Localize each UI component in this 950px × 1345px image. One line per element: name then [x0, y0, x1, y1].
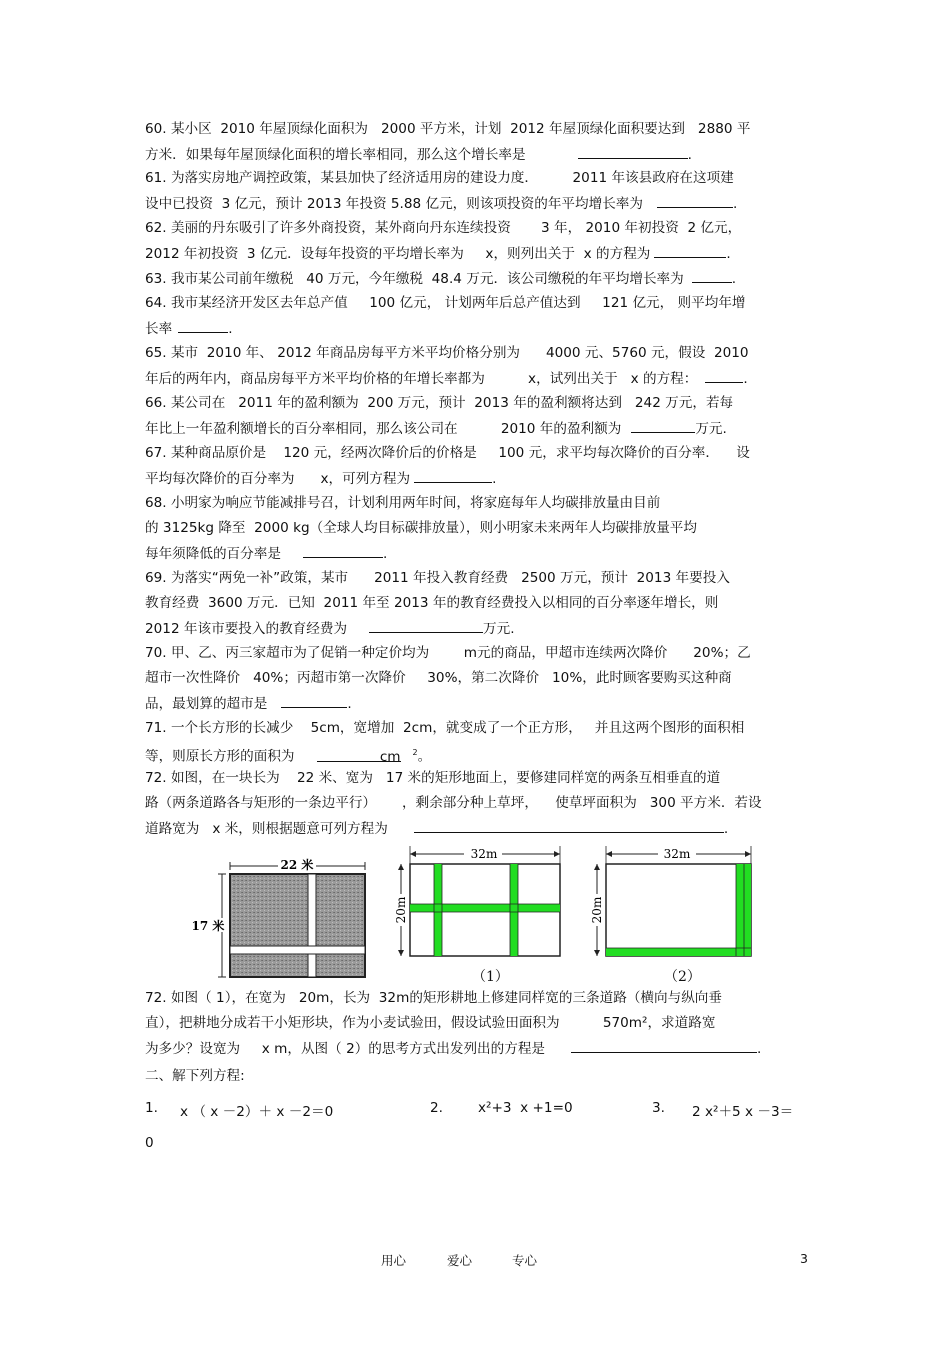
answer-blank[interactable]: cm [317, 747, 401, 762]
problem-64-line2: 长率 . [145, 318, 815, 339]
problem-66-line2: 年比上一年盈利额增长的百分率相同，那么该公司在 2010 年的盈利额为 万元. [145, 418, 815, 439]
green-road [606, 948, 751, 956]
page-number: 3 [800, 1251, 808, 1266]
equation-1: x （ x －2）＋ x －2＝0 [180, 1104, 334, 1120]
problem-71-line2: 等，则原长方形的面积为 cm $^2$。 [145, 748, 432, 765]
problem-69-line1: 69. 为落实“两免一补”政策，某市 2011 年投入教育经费 2500 万元，预计 2013 年要投入 [145, 570, 730, 586]
problem-65-line2: 年后的两年内，商品房每平方米平均价格的年增长率都为 x，试列出关于 x 的方程： . [145, 368, 815, 389]
answer-blank[interactable] [303, 543, 383, 558]
problem-72b-line2: 直），把耕地分成若干小矩形块，作为小麦试验田，假设试验田面积为 570m²，求道路宽 [145, 1015, 716, 1031]
equation-2-number: 2. [430, 1100, 443, 1116]
answer-blank[interactable] [414, 818, 724, 833]
horizontal-road [230, 946, 365, 954]
answer-blank[interactable] [571, 1038, 757, 1053]
problem-68-line3: 每年须降低的百分率是 . [145, 543, 815, 564]
figure-caption-1: （1） [472, 969, 509, 985]
answer-blank[interactable] [578, 144, 688, 159]
problem-69-line2: 教育经费 3600 万元．已知 2011 年至 2013 年的教育经费投入以相同的百分率逐年增长，则 [145, 595, 719, 611]
problem-61-line1: 61. 为落实房地产调控政策，某县加快了经济适用房的建设力度． 2011 年该县政府在这项建 [145, 170, 734, 186]
problem-72b-line1: 72. 如图（ 1），在宽为 20m，长为 32m的矩形耕地上修建同样宽的三条道路（横向与纵向垂 [145, 990, 722, 1006]
fig3-width-label: 32m [663, 847, 691, 861]
figure-farmland-2 [588, 842, 763, 967]
problem-69-line3: 2012 年该市要投入的教育经费为 万元. [145, 618, 815, 639]
answer-blank[interactable] [657, 193, 733, 208]
equation-1-number: 1. [145, 1100, 158, 1116]
problem-70-line1: 70. 甲、乙、丙三家超市为了促销一种定价均为 m元的商品，甲超市连续两次降价 20%；乙 [145, 645, 751, 661]
fig1-width-label: 22 米 [280, 858, 314, 872]
problem-65-line1: 65. 某市 2010 年、 2012 年商品房每平方米平均价格分别为 4000 元、5760 元，假设 2010 [145, 345, 749, 361]
fig2-height-label: 20m [394, 896, 408, 924]
problem-67-line1: 67. 某种商品原价是 120 元，经两次降价后的价格是 100 元，求平均每次降价的百分率． 设 [145, 445, 750, 461]
fig2-width-label: 32m [470, 847, 498, 861]
equation-3-number: 3. [652, 1100, 665, 1116]
equation-3: 2 x²＋5 x －3＝ [692, 1104, 794, 1120]
answer-blank[interactable] [705, 368, 743, 383]
problem-62-line2: 2012 年初投资 3 亿元．设每年投资的平均增长率为 x，则列出关于 x 的方程为 . [145, 243, 815, 264]
section-heading: 二、解下列方程: [145, 1068, 245, 1084]
figure-caption-2: （2） [664, 969, 701, 985]
equation-3-continued: 0 [145, 1135, 154, 1151]
problem-71-line1: 71. 一个长方形的长减少 5cm，宽增加 2cm，就变成了一个正方形， 并且这两个图形的面积相 [145, 720, 745, 736]
green-road [736, 864, 751, 956]
problem-62-line1: 62. 美丽的丹东吸引了许多外商投资，某外商向丹东连续投资 3 年， 2010 年初投资 2 亿元， [145, 220, 742, 236]
answer-blank[interactable] [369, 618, 483, 633]
problem-72-line3: 道路宽为 x 米，则根据题意可列方程为 . [145, 818, 815, 839]
answer-blank[interactable] [631, 418, 695, 433]
fig1-height-label: 17 米 [191, 919, 225, 933]
problem-64-line1: 64. 我市某经济开发区去年总产值 100 亿元， 计划两年后总产值达到 121 亿元， 则平均年增 [145, 295, 746, 311]
problem-72-line1: 72. 如图，在一块长为 22 米、宽为 17 米的矩形地面上，要修建同样宽的两条互相垂直的道 [145, 770, 721, 786]
problem-67-line2: 平均每次降价的百分率为 x，可列方程为 . [145, 468, 815, 489]
problem-60-line2: 方米．如果每年屋顶绿化面积的增长率相同，那么这个增长率是 . [145, 144, 815, 165]
problem-68-line1: 68. 小明家为响应节能减排号召，计划利用两年时间，将家庭每年人均碳排放量由目前 [145, 495, 661, 511]
problem-66-line1: 66. 某公司在 2011 年的盈利额为 200 万元，预计 2013 年的盈利额将达到 242 万元，若每 [145, 395, 734, 411]
problem-70-line2: 超市一次性降价 40%；丙超市第一次降价 30%，第二次降价 10%，此时顾客要购买这种商 [145, 670, 732, 686]
answer-blank[interactable] [654, 243, 726, 258]
figure-grass-plot [190, 852, 370, 982]
answer-blank[interactable] [281, 693, 347, 708]
green-road [410, 904, 560, 912]
problem-68-line2: 的 3125kg 降至 2000 kg（全球人均目标碳排放量），则小明家未来两年人均碳排放量平均 [145, 520, 697, 536]
problem-63-line1: 63. 我市某公司前年缴税 40 万元，今年缴税 48.4 万元．该公司缴税的年平均增长率为 . [145, 268, 815, 289]
figure-farmland-1 [392, 842, 567, 967]
fig3-height-label: 20m [590, 896, 604, 924]
equation-2: x²+3 x +1=0 [478, 1100, 573, 1116]
footer-motto-2: 爱心 [447, 1253, 473, 1268]
problem-60-line1: 60. 某小区 2010 年屋顶绿化面积为 2000 平方米，计划 2012 年屋顶绿化面积要达到 2880 平 [145, 121, 751, 137]
problem-61-line2: 设中已投资 3 亿元，预计 2013 年投资 5.88 亿元，则该项投资的年平均增长率为 . [145, 193, 815, 214]
answer-blank[interactable] [692, 268, 732, 283]
footer-motto-3: 专心 [512, 1253, 538, 1268]
problem-72-line2: 路（两条道路各与矩形的一条边平行） ，剩余部分种上草坪， 使草坪面积为 300 平方米．若设 [145, 795, 762, 811]
footer-motto-1: 用心 [381, 1253, 407, 1268]
problem-70-line3: 品，最划算的超市是 . [145, 693, 815, 714]
answer-blank[interactable] [178, 318, 228, 333]
problem-72b-line3: 为多少？设宽为 x m，从图（ 2）的思考方式出发列出的方程是 . [145, 1038, 815, 1059]
answer-blank[interactable] [414, 468, 492, 483]
vertical-road [308, 874, 316, 977]
grass-area [230, 874, 365, 977]
